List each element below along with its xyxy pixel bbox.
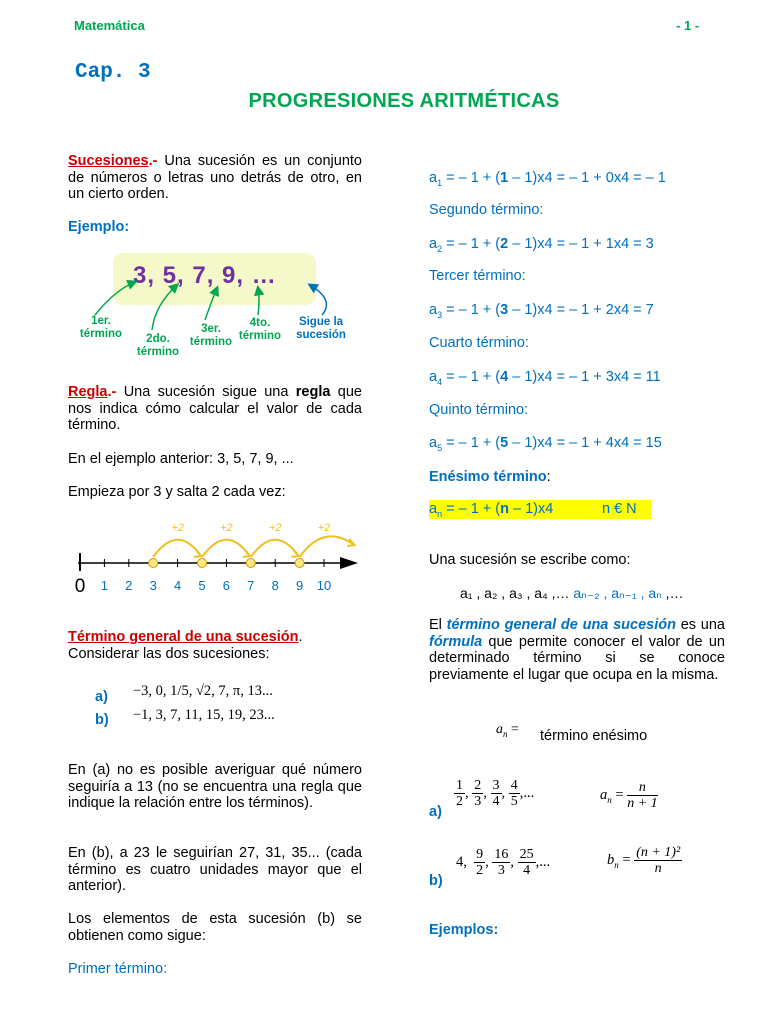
ex-a-frac-3: $\frac{3}{4}$ xyxy=(492,778,500,809)
eq-pre: = – 1 + ( xyxy=(442,170,501,186)
enesimo-colon: : xyxy=(546,469,551,485)
ex-b-ellipsis: ,... xyxy=(535,854,551,870)
eq-n: 5 xyxy=(500,435,509,451)
label-3er: 3er. término xyxy=(189,323,233,348)
ex-a-formula-frac: $\frac{n}{n + 1}$ xyxy=(627,780,658,811)
termino-general-paragraph xyxy=(68,629,302,662)
ex-a-label: a) xyxy=(429,804,442,820)
eq-pre: = – 1 + ( xyxy=(442,369,501,385)
eq-sub: 2 xyxy=(437,243,443,254)
ex-a-frac-4: $\frac{4}{5}$ xyxy=(510,778,518,809)
term-heading-2: Segundo término: xyxy=(429,202,544,218)
sucesion-blue: aₙ₋₂ , aₙ₋₁ , aₙ xyxy=(573,585,662,601)
eq-a: a xyxy=(429,302,438,318)
tick-label-0: 0 xyxy=(74,576,86,597)
considerar-text: Considerar las dos sucesiones: xyxy=(68,645,270,662)
tick-label-2: 2 xyxy=(125,578,133,593)
tick-label-9: 9 xyxy=(295,578,304,593)
jump-label-1: +2 xyxy=(171,522,184,534)
tick-label-3: 3 xyxy=(149,578,157,593)
term-eq-5 xyxy=(429,435,662,453)
eq-sub: 3 xyxy=(437,309,443,320)
term-heading-5: Quinto término: xyxy=(429,402,529,418)
ejemplo-anterior: En el ejemplo anterior: 3, 5, 7, 9, ... xyxy=(68,451,294,467)
def-1: El xyxy=(429,617,447,633)
ex-b-frac-1: $\frac{9}{2}$ xyxy=(476,847,484,878)
definition-paragraph xyxy=(429,617,725,683)
term-eq-1 xyxy=(429,170,666,188)
tick-label-8: 8 xyxy=(271,578,279,593)
label-4to: 4to. término xyxy=(238,317,282,342)
eq-n: 2 xyxy=(500,236,509,252)
ex-b-lhs: b xyxy=(607,851,615,868)
sucesiones-paragraph xyxy=(68,153,362,203)
sucesiones-text: Una sucesión es un conjunto de números o letras uno detrás de otro, en un cierto orden. xyxy=(68,153,362,202)
jump-label-3: +2 xyxy=(268,522,282,534)
eq-pre: = – 1 + ( xyxy=(442,435,501,451)
number-line xyxy=(60,508,370,600)
tick-label-7: 7 xyxy=(247,578,255,593)
ejemplos-label: Ejemplos: xyxy=(429,922,499,938)
an-symbol xyxy=(496,722,519,739)
tick-label-5: 5 xyxy=(198,578,206,593)
eq-n: 1 xyxy=(500,170,509,186)
sucesiones-term: Sucesiones xyxy=(68,153,149,169)
term-eq-2 xyxy=(429,236,654,254)
termino-enesimo: término enésimo xyxy=(540,728,648,744)
eq-post: – 1)x4 = – 1 + 2x4 = 7 xyxy=(508,302,654,318)
an-symbol-a: a xyxy=(496,722,503,737)
ex-b-frac-3: $\frac{25}{4}$ xyxy=(519,847,534,878)
regla-text-2: que nos indica cómo calcular el valor de cada término. xyxy=(68,384,362,433)
jump-head-1 xyxy=(194,550,201,557)
eq-n: 4 xyxy=(500,369,509,385)
jump-head-3 xyxy=(292,550,299,557)
page-number: - 1 - xyxy=(676,18,700,33)
an-pre: = – 1 + ( xyxy=(442,501,501,517)
label-2do: 2do. término xyxy=(136,333,180,358)
eq-a: a xyxy=(429,170,438,186)
arrow-1 xyxy=(95,282,135,315)
enesimo-label: Enésimo término xyxy=(429,469,547,485)
point-7 xyxy=(246,559,255,568)
paragraph-a: En (a) no es posible averiguar qué número seguiría a 13 (no se encuentra una regla que indique la relación entre los términos). xyxy=(68,762,362,811)
ejemplo-label: Ejemplo: xyxy=(68,219,130,235)
number-line-arrowhead xyxy=(340,557,358,569)
arrow-2 xyxy=(152,285,177,330)
tick-label-6: 6 xyxy=(222,578,231,593)
ex-b-frac-2: $\frac{16}{3}$ xyxy=(494,847,509,878)
eq-sub: 4 xyxy=(437,376,443,387)
term-eq-4 xyxy=(429,369,661,387)
def-bold-2: fórmula xyxy=(429,633,483,650)
ex-b-first: 4, xyxy=(456,854,467,870)
paragraph-b: En (b), a 23 le seguirían 27, 31, 35... (cada término es cuatro unidades mayor que el anterior). xyxy=(68,845,362,894)
header-subject: Matemática xyxy=(74,18,145,33)
se-escribe-text: Una sucesión se escribe como: xyxy=(429,552,631,568)
an-formula xyxy=(429,501,553,519)
seq-a-label: a) xyxy=(95,689,108,705)
jump-label-4: +2 xyxy=(317,522,331,534)
def-3: que permite conocer el valor de un determinado término si se conoce previamente el lugar que ocupa en la misma. xyxy=(429,633,725,683)
ex-a-lhs: a xyxy=(600,786,608,803)
ex-a-ellipsis: ,... xyxy=(519,785,535,801)
page-title: PROGRESIONES ARITMÉTICAS xyxy=(248,90,560,112)
paragraph-c: Los elementos de esta sucesión (b) se obtienen como sigue: xyxy=(68,911,362,944)
ex-b-label: b) xyxy=(429,873,443,889)
seq-b-label: b) xyxy=(95,712,109,728)
an-a: a xyxy=(429,501,438,517)
jump-label-2: +2 xyxy=(220,522,233,534)
ex-a-frac-1: $\frac{1}{2}$ xyxy=(456,778,463,809)
jump-head-2 xyxy=(243,550,250,557)
def-bold-1: término general de una sucesión xyxy=(446,617,676,633)
empieza-text: Empieza por 3 y salta 2 cada vez: xyxy=(68,484,286,500)
an-symbol-sub: n xyxy=(503,728,508,739)
termino-general-dot: . xyxy=(298,629,303,645)
ex-a-sequence: $\frac{1}{2}$ , $\frac{2}{3}$ , $\frac{3}{4}$ , $\frac{4}{5}$ ,... xyxy=(456,778,535,809)
sucesiones-dash: .- xyxy=(148,153,158,169)
an-symbol-eq: = xyxy=(507,722,519,737)
point-3 xyxy=(149,559,158,568)
primer-termino: Primer término: xyxy=(68,961,168,977)
eq-pre: = – 1 + ( xyxy=(442,302,501,318)
regla-text-1: Una sucesión sigue una xyxy=(116,384,296,400)
jump-arc-3 xyxy=(251,540,299,557)
sucesion-black: a₁ , a₂ , a₃ , a₄ ,… xyxy=(460,585,574,601)
arrow-3 xyxy=(205,288,217,320)
eq-post: – 1)x4 = – 1 + 1x4 = 3 xyxy=(508,236,654,252)
eq-n: 3 xyxy=(500,302,509,318)
eq-post: – 1)x4 = – 1 + 4x4 = 15 xyxy=(508,435,662,451)
eq-post: – 1)x4 = – 1 + 0x4 = – 1 xyxy=(508,170,666,186)
an-n: n xyxy=(500,501,509,517)
eq-pre: = – 1 + ( xyxy=(442,236,501,252)
ex-b-sequence: 4, $\frac{9}{2}$ , $\frac{16}{3}$ , $\frac{25}{4}$ ,... xyxy=(456,847,551,878)
eq-a: a xyxy=(429,435,438,451)
eq-sub: 5 xyxy=(437,442,443,453)
point-9 xyxy=(295,559,304,568)
label-sigue: Sigue la sucesión xyxy=(296,316,346,341)
ex-b-formula: $b_n$ = $\frac{\text{(n + 1)²}}{n}$ xyxy=(607,845,681,876)
term-heading-3: Tercer término: xyxy=(429,268,526,284)
seq-b-values: −1, 3, 7, 11, 15, 19, 23... xyxy=(133,707,275,723)
eq-a: a xyxy=(429,236,438,252)
regla-dash: .- xyxy=(107,384,117,400)
label-1er: 1er. término xyxy=(79,315,123,340)
seq-a-values: −3, 0, 1/5, √2, 7, π, 13... xyxy=(133,683,273,699)
sucesion-end: ,… xyxy=(661,585,684,601)
an-sub: n xyxy=(437,508,443,519)
sequence-text: 3, 5, 7, 9, … xyxy=(133,262,277,289)
term-eq-3 xyxy=(429,302,654,320)
arrow-4 xyxy=(258,288,259,315)
tick-label-1: 1 xyxy=(100,578,109,593)
jump-arc-4 xyxy=(300,536,355,557)
ex-b-formula-frac: $\frac{\text{(n + 1)²}}{n}$ xyxy=(636,845,681,876)
an-domain: n € N xyxy=(602,501,637,517)
jump-arc-2 xyxy=(202,540,250,557)
regla-bold: regla xyxy=(295,384,331,400)
chapter-label: Cap. 3 xyxy=(75,61,151,84)
jump-arc-1 xyxy=(153,540,201,557)
arrow-5 xyxy=(310,285,326,315)
termino-general-term: Término general de una sucesión xyxy=(68,629,299,645)
point-5 xyxy=(198,559,207,568)
def-2: es una xyxy=(675,617,725,633)
regla-term: Regla xyxy=(68,384,108,400)
sucesion-notation xyxy=(460,585,684,602)
tick-label-4: 4 xyxy=(173,578,182,593)
regla-paragraph xyxy=(68,384,362,434)
eq-a: a xyxy=(429,369,438,385)
eq-sub: 1 xyxy=(437,177,443,188)
an-post: – 1)x4 xyxy=(509,501,554,517)
eq-post: – 1)x4 = – 1 + 3x4 = 11 xyxy=(508,369,661,385)
ex-a-formula: $a_n$ = $\frac{n}{n + 1}$ xyxy=(600,780,658,811)
tick-label-10: 10 xyxy=(316,578,332,593)
term-heading-4: Cuarto término: xyxy=(429,335,529,351)
ex-a-frac-2: $\frac{2}{3}$ xyxy=(474,778,482,809)
enesimo-heading xyxy=(429,469,551,485)
